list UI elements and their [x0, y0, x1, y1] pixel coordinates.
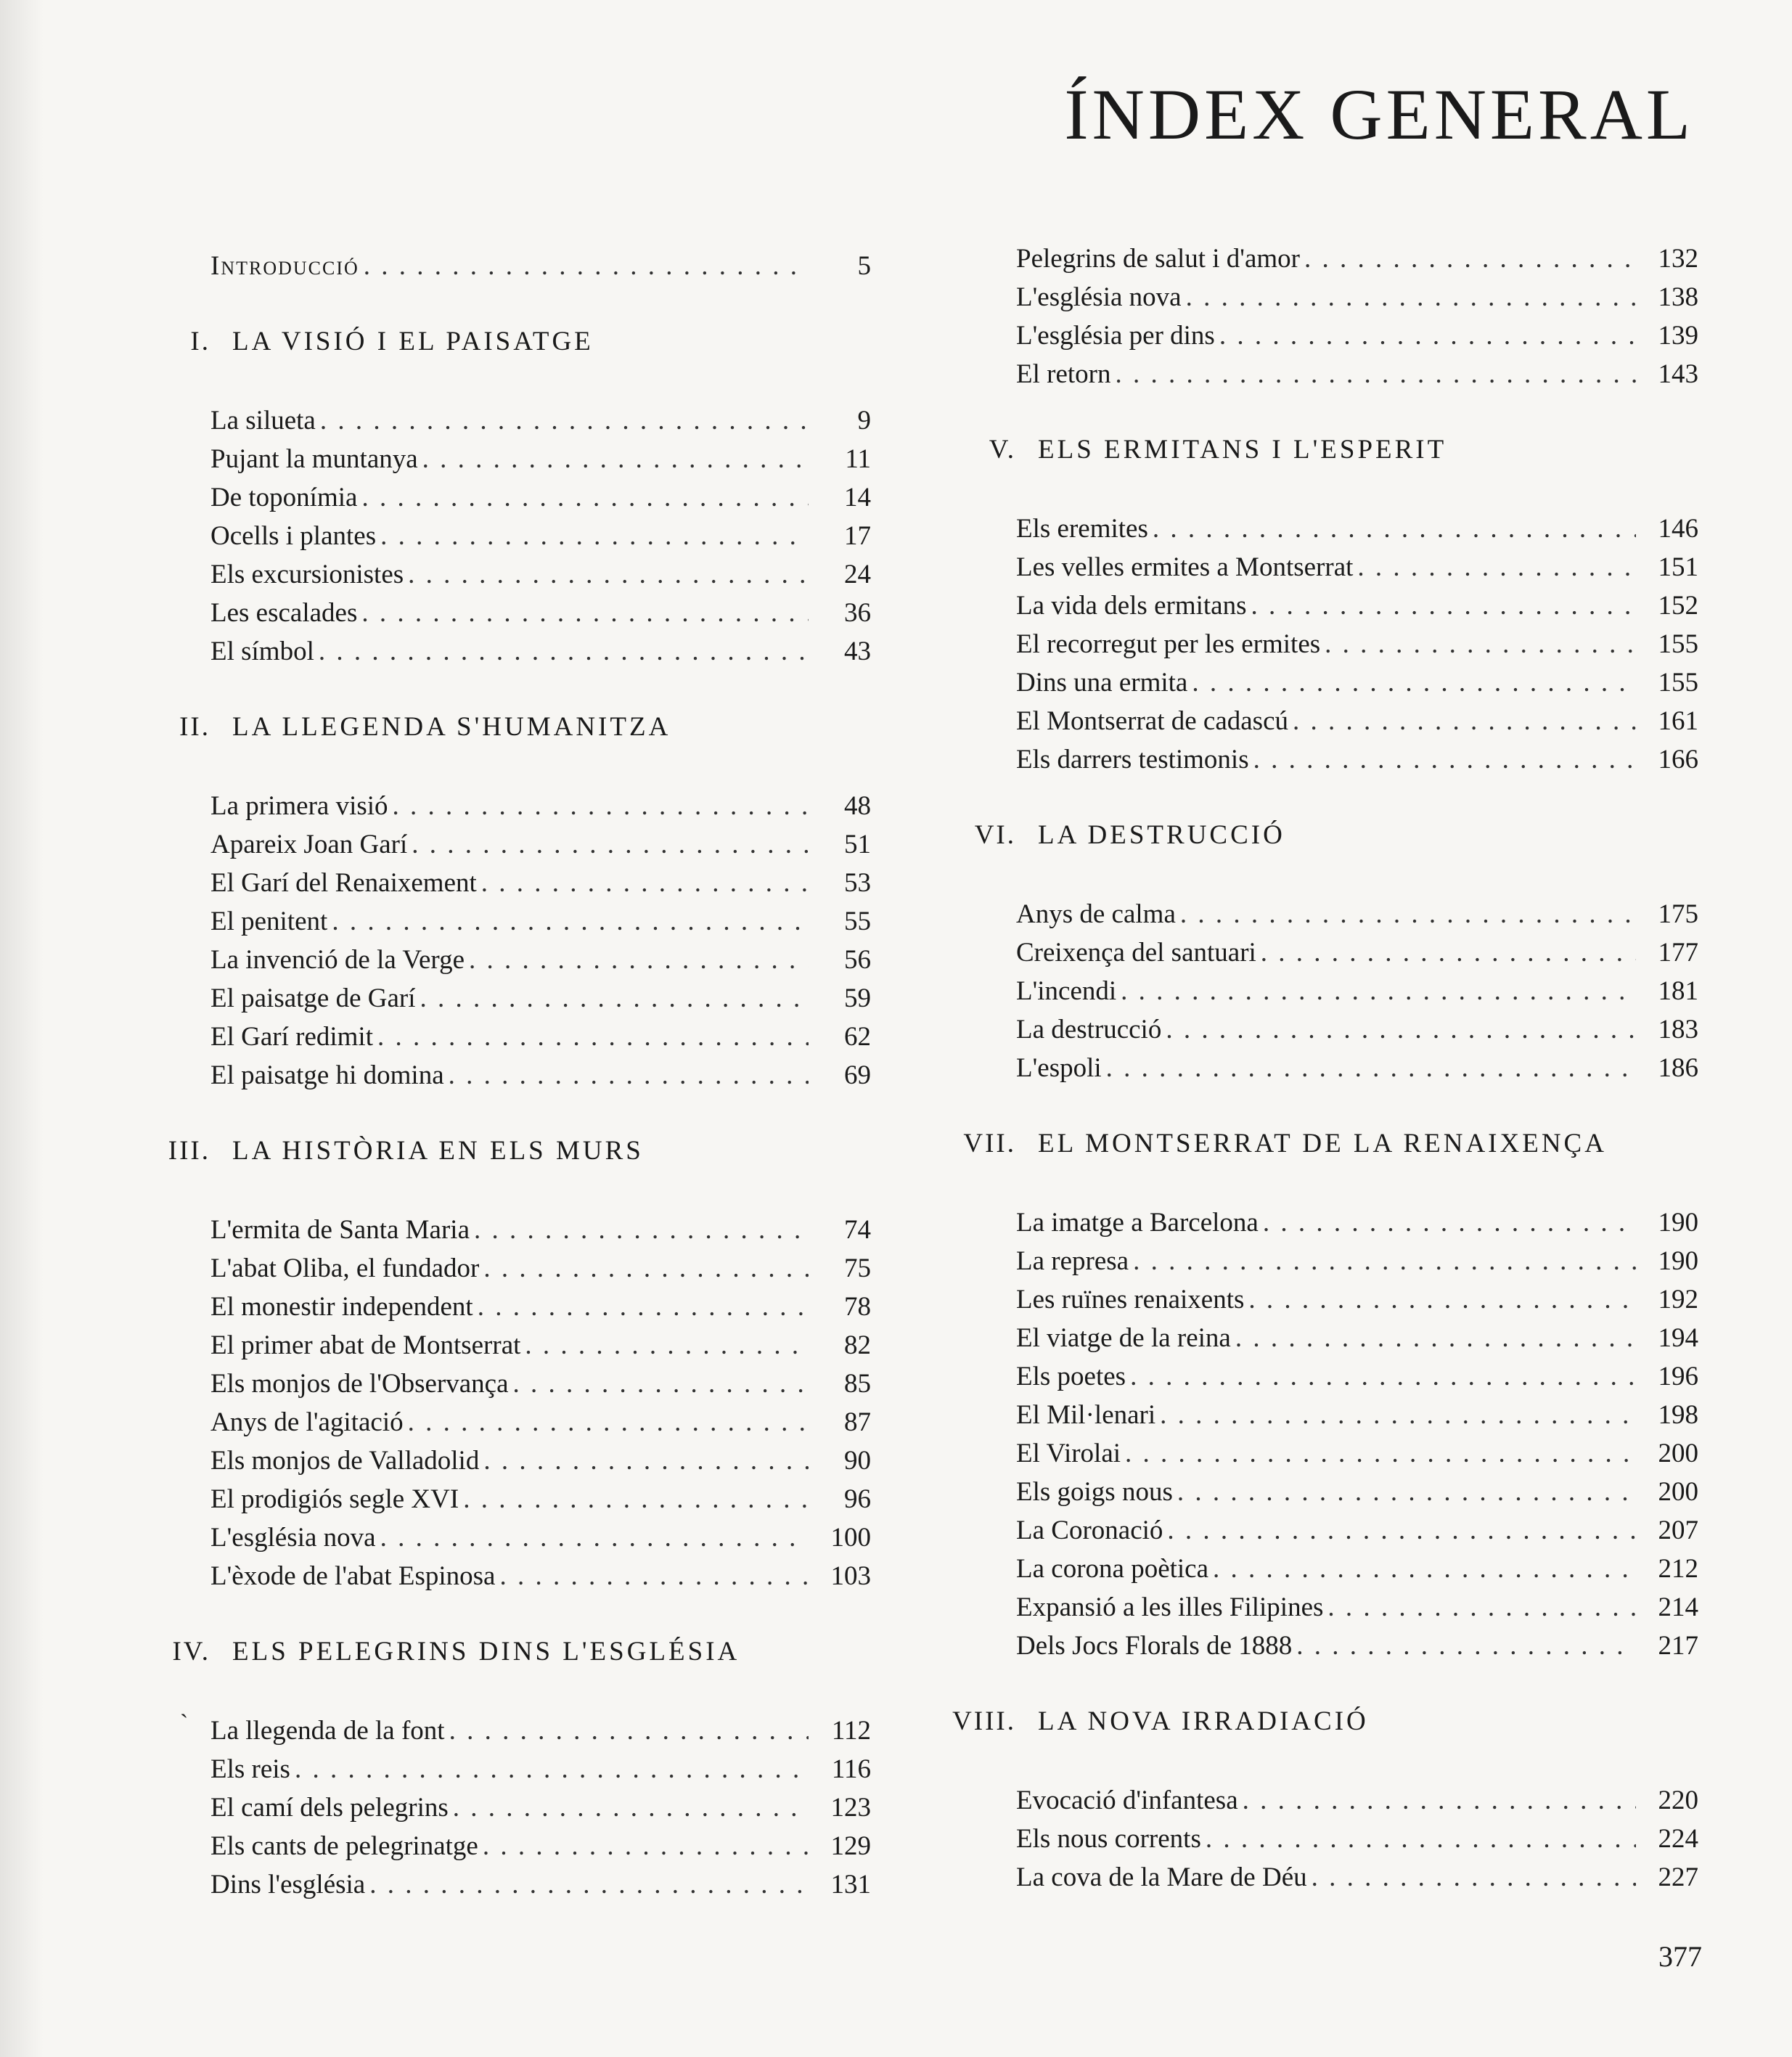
chapter-title: LA VISIÓ I EL PAISATGE — [232, 327, 594, 356]
entry-page: 87 — [844, 1407, 871, 1437]
dot-leader — [1293, 702, 1636, 740]
chapter-heading[interactable] — [944, 1122, 1698, 1166]
entry-label: Pelegrins de salut i d'amor — [1016, 244, 1300, 274]
margin-mark: ` — [180, 1710, 189, 1737]
chapter-heading[interactable] — [138, 706, 871, 749]
toc-entry[interactable] — [210, 1288, 871, 1326]
toc-entry[interactable] — [1016, 1820, 1698, 1858]
entry-label: La cova de la Mare de Déu — [1016, 1862, 1307, 1892]
entry-label: Els darrers testimonis — [1016, 745, 1249, 774]
toc-entry[interactable] — [210, 1249, 871, 1288]
toc-entry[interactable] — [1016, 510, 1698, 548]
toc-entry[interactable] — [210, 440, 871, 478]
toc-entry[interactable] — [1016, 1434, 1698, 1473]
entry-page: 53 — [844, 868, 871, 898]
entry-label: Els excursionistes — [210, 560, 404, 589]
entry-label: L'església nova — [1016, 282, 1182, 312]
chapter-number: V. — [989, 435, 1016, 465]
entry-page: 123 — [830, 1793, 871, 1823]
toc-entry[interactable] — [1016, 1550, 1698, 1588]
entry-page: 194 — [1658, 1323, 1698, 1353]
dot-leader — [393, 787, 809, 825]
toc-entry[interactable] — [210, 1518, 871, 1557]
entry-page: 161 — [1658, 706, 1698, 736]
entry-label: La primera visió — [210, 791, 388, 821]
toc-entry[interactable] — [1016, 1588, 1698, 1627]
chapter-heading[interactable] — [944, 1700, 1698, 1743]
dot-leader — [1186, 278, 1636, 316]
entry-label: Les ruïnes renaixents — [1016, 1285, 1245, 1314]
chapter-heading[interactable] — [138, 1630, 871, 1674]
dot-leader — [1312, 1858, 1636, 1897]
entry-label: El camí dels pelegrins — [210, 1793, 449, 1823]
entry-label: Els nous corrents — [1016, 1824, 1201, 1854]
dot-leader — [1167, 1511, 1636, 1550]
toc-entry[interactable] — [210, 787, 871, 825]
chapter-title: EL MONTSERRAT DE LA RENAIXENÇA — [1038, 1129, 1607, 1158]
dot-leader — [1296, 1627, 1636, 1665]
entry-label: El retorn — [1016, 359, 1111, 389]
entry-label: L'abat Oliba, el fundador — [210, 1254, 480, 1283]
toc-entry[interactable] — [1016, 1242, 1698, 1280]
chapter-number: VI. — [974, 820, 1016, 850]
entry-page: 214 — [1658, 1592, 1698, 1622]
dot-leader — [478, 1288, 809, 1326]
entry-page: 200 — [1658, 1477, 1698, 1507]
dot-leader — [469, 941, 809, 979]
entry-label: El monestir independent — [210, 1292, 473, 1322]
entry-label: La imatge a Barcelona — [1016, 1208, 1259, 1238]
toc-entry[interactable] — [1016, 702, 1698, 740]
dot-leader — [295, 1750, 809, 1788]
entry-label: El Mil·lenari — [1016, 1400, 1156, 1430]
entry-page: 190 — [1658, 1246, 1698, 1276]
entry-page: 48 — [844, 791, 871, 821]
toc-entry[interactable] — [210, 941, 871, 979]
entry-label: El Montserrat de cadascú — [1016, 706, 1288, 736]
chapter-title: LA LLEGENDA S'HUMANITZA — [232, 712, 671, 742]
entry-label: La vida dels ermitans — [1016, 591, 1247, 621]
entry-label: La Coronació — [1016, 1516, 1163, 1545]
entry-page: 5 — [857, 251, 871, 281]
entry-page: 139 — [1658, 321, 1698, 351]
dot-leader — [1251, 586, 1636, 625]
entry-label: La corona poètica — [1016, 1554, 1209, 1584]
toc-entry[interactable] — [210, 1056, 871, 1095]
entry-label: La silueta — [210, 406, 316, 435]
entry-page: 192 — [1658, 1285, 1698, 1314]
toc-entry[interactable] — [210, 1750, 871, 1788]
entry-page: 74 — [844, 1215, 871, 1245]
entry-label: L'església per dins — [1016, 321, 1215, 351]
dot-leader — [483, 1249, 809, 1288]
entry-label: El recorregut per les ermites — [1016, 629, 1321, 659]
entry-page: 146 — [1658, 514, 1698, 544]
dot-leader — [1166, 1010, 1636, 1049]
dot-leader — [320, 401, 809, 440]
entry-page: 14 — [844, 483, 871, 512]
entry-label: La invenció de la Verge — [210, 945, 465, 975]
entry-page: 90 — [844, 1446, 871, 1476]
entry-page: 131 — [830, 1870, 871, 1899]
entry-page: 175 — [1658, 899, 1698, 929]
toc-entry[interactable] — [210, 1865, 871, 1904]
entry-page: 9 — [857, 406, 871, 435]
dot-leader — [1248, 1280, 1636, 1319]
entry-page: 96 — [844, 1484, 871, 1514]
entry-page: 103 — [830, 1561, 871, 1591]
page-gutter-shadow — [0, 0, 44, 2057]
dot-leader — [1121, 972, 1636, 1010]
chapter-title: LA NOVA IRRADIACIÓ — [1038, 1706, 1369, 1736]
toc-entry[interactable] — [210, 401, 871, 440]
toc-entry[interactable] — [1016, 972, 1698, 1010]
toc-entry[interactable] — [210, 478, 871, 517]
dot-leader — [1261, 933, 1636, 972]
entry-page: 69 — [844, 1060, 871, 1090]
entry-label: Els monjos de Valladolid — [210, 1446, 480, 1476]
dot-leader — [364, 247, 809, 285]
toc-entry[interactable] — [1016, 933, 1698, 972]
chapter-title: LA DESTRUCCIÓ — [1038, 820, 1285, 850]
dot-leader — [1327, 1588, 1636, 1627]
entry-label: Dins l'església — [210, 1870, 366, 1899]
entry-label: Pujant la muntanya — [210, 444, 418, 474]
entry-page: 190 — [1658, 1208, 1698, 1238]
toc-entry[interactable] — [210, 902, 871, 941]
dot-leader — [1180, 895, 1636, 933]
dot-leader — [1153, 510, 1636, 548]
chapter-heading[interactable] — [138, 320, 871, 364]
entry-page: 82 — [844, 1330, 871, 1360]
entry-label: Anys de calma — [1016, 899, 1176, 929]
dot-leader — [1130, 1357, 1636, 1396]
toc-entry[interactable] — [210, 632, 871, 671]
entry-page: 181 — [1658, 976, 1698, 1006]
entry-page: 227 — [1658, 1862, 1698, 1892]
entry-page: 212 — [1658, 1554, 1698, 1584]
toc-entry[interactable] — [1016, 316, 1698, 355]
entry-label: El prodigiós segle XVI — [210, 1484, 459, 1514]
entry-page: 78 — [844, 1292, 871, 1322]
dot-leader — [1263, 1203, 1636, 1242]
toc-entry[interactable] — [1016, 625, 1698, 663]
entry-label: El Garí redimit — [210, 1022, 373, 1052]
entry-label: Ocells i plantes — [210, 521, 377, 551]
toc-entry[interactable] — [1016, 240, 1698, 278]
toc-entry[interactable] — [210, 1788, 871, 1827]
toc-entry[interactable] — [210, 1827, 871, 1865]
chapter-number: IV. — [172, 1637, 210, 1667]
toc-entry[interactable] — [180, 1710, 871, 1750]
dot-leader — [483, 1441, 809, 1480]
entry-label: Els eremites — [1016, 514, 1148, 544]
chapter-title: ELS PELEGRINS DINS L'ESGLÉSIA — [232, 1637, 740, 1667]
entry-label: El penitent — [210, 907, 328, 936]
entry-label: Els reis — [210, 1754, 290, 1784]
entry-label: El paisatge hi domina — [210, 1060, 444, 1090]
toc-entry[interactable] — [1016, 1280, 1698, 1319]
toc-entry[interactable] — [1016, 1627, 1698, 1665]
dot-leader — [449, 1056, 809, 1095]
dot-leader — [1219, 316, 1636, 355]
chapter-number: III. — [168, 1136, 210, 1166]
entry-label: L'església nova — [210, 1523, 376, 1553]
toc-entry[interactable] — [1016, 1511, 1698, 1550]
toc-entry[interactable] — [210, 1441, 871, 1480]
entry-page: 207 — [1658, 1516, 1698, 1545]
entry-page: 155 — [1658, 629, 1698, 659]
entry-label: Introducció — [210, 251, 359, 281]
entry-label: L'èxode de l'abat Espinosa — [210, 1561, 496, 1591]
dot-leader — [1133, 1242, 1636, 1280]
entry-label: L'incendi — [1016, 976, 1117, 1006]
toc-entry[interactable] — [1016, 586, 1698, 625]
entry-page: 132 — [1658, 244, 1698, 274]
dot-leader — [1125, 1434, 1636, 1473]
toc-entry[interactable] — [210, 979, 871, 1018]
toc-entry[interactable] — [210, 1557, 871, 1595]
dot-leader — [408, 1403, 809, 1441]
entry-page: 11 — [845, 444, 871, 474]
dot-leader — [483, 1827, 809, 1865]
chapter-number: II. — [179, 712, 210, 742]
dot-leader — [422, 440, 809, 478]
chapter-heading[interactable] — [944, 428, 1698, 472]
dot-leader — [499, 1557, 809, 1595]
dot-leader — [525, 1326, 809, 1365]
entry-label: L'ermita de Santa Maria — [210, 1215, 470, 1245]
chapter-title: ELS ERMITANS I L'ESPERIT — [1038, 435, 1447, 465]
entry-label: Dins una ermita — [1016, 668, 1188, 698]
intro-entry[interactable] — [210, 247, 871, 285]
chapter-number: VIII. — [952, 1706, 1016, 1736]
toc-entry[interactable] — [1016, 1203, 1698, 1242]
entry-label: Expansió a les illes Filipines — [1016, 1592, 1324, 1622]
entry-label: El Virolai — [1016, 1439, 1121, 1468]
dot-leader — [380, 1518, 809, 1557]
toc-entry[interactable] — [1016, 548, 1698, 586]
entry-label: De toponímia — [210, 483, 358, 512]
entry-label: Dels Jocs Florals de 1888 — [1016, 1631, 1293, 1661]
chapter-number: VII. — [963, 1129, 1016, 1158]
entry-page: 177 — [1658, 938, 1698, 968]
entry-label: Les escalades — [210, 598, 358, 628]
toc-entry[interactable] — [210, 825, 871, 864]
entry-label: Els cants de pelegrinatge — [210, 1831, 478, 1861]
entry-page: 62 — [844, 1022, 871, 1052]
dot-leader — [1115, 355, 1636, 393]
dot-leader — [408, 555, 809, 594]
toc-entry[interactable] — [210, 1018, 871, 1056]
toc-entry[interactable] — [1016, 1049, 1698, 1087]
entry-label: El Garí del Renaixement — [210, 868, 477, 898]
toc-entry[interactable] — [1016, 1396, 1698, 1434]
entry-label: Els monjos de l'Observança — [210, 1369, 509, 1399]
page-number: 377 — [1658, 1940, 1702, 1973]
dot-leader — [1192, 663, 1636, 702]
dot-leader — [1243, 1781, 1636, 1820]
toc-entry[interactable] — [210, 594, 871, 632]
dot-leader — [481, 864, 809, 902]
dot-leader — [1177, 1473, 1636, 1511]
entry-label: El símbol — [210, 637, 314, 666]
entry-page: 217 — [1658, 1631, 1698, 1661]
entry-label: Apareix Joan Garí — [210, 830, 408, 859]
page-title: ÍNDEX GENERAL — [1064, 74, 1694, 155]
dot-leader — [1357, 548, 1636, 586]
toc-entry[interactable] — [1016, 1473, 1698, 1511]
dot-leader — [377, 1018, 809, 1056]
entry-page: 183 — [1658, 1015, 1698, 1044]
entry-page: 112 — [831, 1716, 871, 1746]
dot-leader — [1106, 1049, 1636, 1087]
toc-entry[interactable] — [210, 1403, 871, 1441]
entry-label: Els goigs nous — [1016, 1477, 1173, 1507]
dot-leader — [361, 594, 809, 632]
chapter-title: LA HISTÒRIA EN ELS MURS — [232, 1136, 644, 1166]
entry-page: 59 — [844, 983, 871, 1013]
dot-leader — [453, 1788, 809, 1827]
entry-label: Evocació d'infantesa — [1016, 1786, 1238, 1815]
entry-page: 220 — [1658, 1786, 1698, 1815]
entry-label: El viatge de la reina — [1016, 1323, 1231, 1353]
entry-page: 166 — [1658, 745, 1698, 774]
dot-leader — [474, 1211, 809, 1249]
entry-label: L'espoli — [1016, 1053, 1102, 1083]
dot-leader — [1325, 625, 1636, 663]
toc-entry[interactable] — [1016, 740, 1698, 779]
entry-label: El primer abat de Montserrat — [210, 1330, 521, 1360]
dot-leader — [420, 979, 809, 1018]
entry-page: 85 — [844, 1369, 871, 1399]
dot-leader — [332, 902, 809, 941]
dot-leader — [1253, 740, 1636, 779]
entry-label: Creixença del santuari — [1016, 938, 1256, 968]
toc-entry[interactable] — [1016, 355, 1698, 393]
entry-label: La destrucció — [1016, 1015, 1162, 1044]
entry-page: 200 — [1658, 1439, 1698, 1468]
entry-page: 224 — [1658, 1824, 1698, 1854]
dot-leader — [513, 1365, 809, 1403]
dot-leader — [1160, 1396, 1636, 1434]
dot-leader — [361, 478, 809, 517]
toc-entry[interactable] — [210, 555, 871, 594]
toc-entry[interactable] — [210, 1480, 871, 1518]
entry-page: 24 — [844, 560, 871, 589]
entry-page: 116 — [831, 1754, 871, 1784]
entry-page: 43 — [844, 637, 871, 666]
entry-page: 56 — [844, 945, 871, 975]
toc-entry[interactable] — [210, 517, 871, 555]
entry-label: El paisatge de Garí — [210, 983, 416, 1013]
dot-leader — [380, 517, 809, 555]
entry-label: Els poetes — [1016, 1362, 1126, 1391]
entry-label: Anys de l'agitació — [210, 1407, 404, 1437]
chapter-heading[interactable] — [944, 814, 1698, 857]
entry-page: 138 — [1658, 282, 1698, 312]
left-column — [138, 247, 871, 1904]
entry-page: 36 — [844, 598, 871, 628]
dot-leader — [1213, 1550, 1636, 1588]
toc-entry[interactable] — [1016, 1781, 1698, 1820]
toc-entry[interactable] — [1016, 1858, 1698, 1897]
entry-page: 129 — [830, 1831, 871, 1861]
entry-page: 198 — [1658, 1400, 1698, 1430]
entry-page: 152 — [1658, 591, 1698, 621]
dot-leader — [369, 1865, 809, 1904]
entry-label: La llegenda de la font — [210, 1716, 445, 1746]
toc-entry[interactable] — [1016, 1319, 1698, 1357]
chapter-heading[interactable] — [138, 1129, 871, 1173]
dot-leader — [463, 1480, 809, 1518]
toc-entry[interactable] — [210, 864, 871, 902]
chapter-number: I. — [190, 327, 210, 356]
dot-leader — [412, 825, 809, 864]
toc-entry[interactable] — [210, 1365, 871, 1403]
toc-entry[interactable] — [1016, 895, 1698, 933]
dot-leader — [1206, 1820, 1636, 1858]
right-column — [944, 240, 1698, 1897]
entry-page: 143 — [1658, 359, 1698, 389]
entry-page: 155 — [1658, 668, 1698, 698]
dot-leader — [449, 1712, 809, 1750]
entry-label: Les velles ermites a Montserrat — [1016, 552, 1354, 582]
toc-entry[interactable] — [210, 1326, 871, 1365]
entry-page: 151 — [1658, 552, 1698, 582]
toc-entry[interactable] — [1016, 1357, 1698, 1396]
toc-entry[interactable] — [210, 1211, 871, 1249]
toc-entry[interactable] — [1016, 663, 1698, 702]
entry-page: 55 — [844, 907, 871, 936]
entry-page: 51 — [844, 830, 871, 859]
entry-page: 75 — [844, 1254, 871, 1283]
toc-entry[interactable] — [1016, 1010, 1698, 1049]
entry-page: 100 — [830, 1523, 871, 1553]
dot-leader — [1304, 240, 1636, 278]
dot-leader — [319, 632, 809, 671]
entry-page: 17 — [844, 521, 871, 551]
entry-page: 186 — [1658, 1053, 1698, 1083]
toc-entry[interactable] — [1016, 278, 1698, 316]
entry-label: La represa — [1016, 1246, 1129, 1276]
entry-page: 196 — [1658, 1362, 1698, 1391]
dot-leader — [1235, 1319, 1636, 1357]
